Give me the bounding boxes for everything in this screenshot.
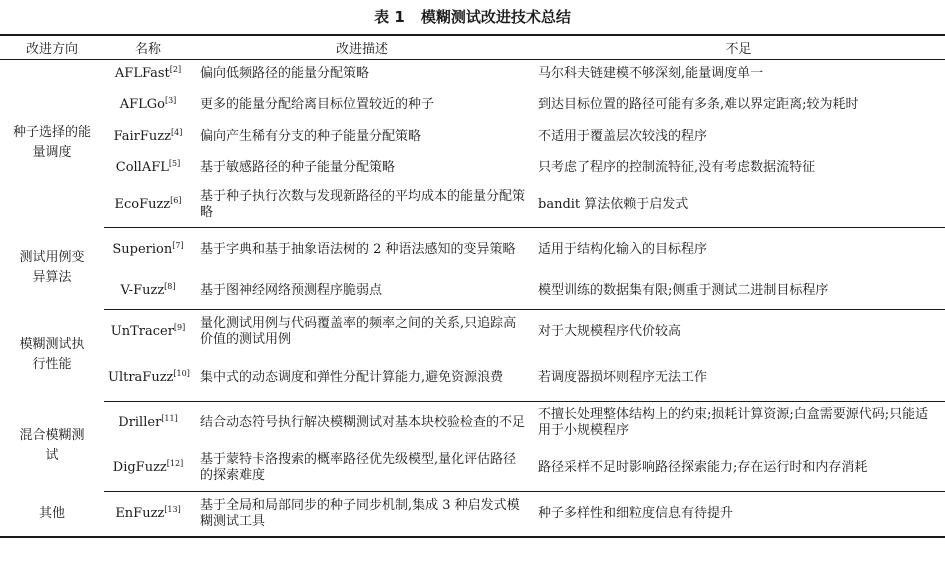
table-row — [0, 401, 945, 445]
method-name: EnFuzz[13] — [104, 491, 192, 537]
citation: [2] — [169, 65, 182, 75]
shortcoming-cell: 马尔科夫链建模不够深刻,能量调度单一 — [538, 66, 764, 82]
method-name: V-Fuzz[8] — [104, 273, 192, 309]
shortcoming-cell: 适用于结构化输入的目标程序 — [538, 242, 708, 258]
table-title: 模糊测试改进技术总结 — [420, 8, 571, 26]
citation: [11] — [161, 414, 178, 424]
table-row — [0, 121, 945, 153]
method-name: AFLGo[3] — [119, 96, 177, 112]
direction-cell: 其他 — [0, 491, 104, 537]
method-name: EcoFuzz[6] — [104, 183, 192, 227]
citation: [13] — [164, 504, 181, 514]
table-row — [0, 153, 945, 183]
citation: [5] — [168, 159, 181, 168]
table-number: 表 1 — [374, 8, 405, 26]
table-row — [0, 59, 945, 89]
header-shortcoming: 不足 — [532, 35, 945, 59]
method-name: CollAFL[5] — [115, 159, 181, 175]
shortcoming-cell: 不适用于覆盖层次较浅的程序 — [538, 129, 708, 144]
description-cell: 基于全局和局部同步的种子同步机制,集成 3 种启发式模糊测试工具 — [192, 491, 532, 537]
method-name: AFLFast[2] — [114, 65, 182, 82]
table-row — [0, 309, 945, 355]
shortcoming-cell: 若调度器损坏则程序无法工作 — [532, 355, 945, 401]
table-row — [0, 355, 945, 401]
citation: [3] — [164, 96, 177, 105]
citation: [4] — [171, 128, 183, 137]
description-cell: 基于蒙特卡洛搜索的概率路径优先级模型,量化评估路径的探索难度 — [192, 445, 532, 491]
summary-table — [0, 34, 945, 538]
table-row — [0, 183, 945, 227]
shortcoming-cell: bandit 算法依赖于启发式 — [532, 183, 945, 227]
table-caption — [0, 4, 945, 30]
direction-cell: 模糊测试执行性能 — [19, 337, 85, 372]
citation: [12] — [166, 458, 184, 468]
table-row — [0, 491, 945, 537]
description-cell: 基于种子执行次数与发现新路径的平均成本的能量分配策略 — [192, 183, 532, 227]
method-name: Superion[7] — [112, 241, 184, 258]
description-cell: 基于字典和基于抽象语法树的 2 种语法感知的变异策略 — [200, 242, 516, 258]
shortcoming-cell: 种子多样性和细粒度信息有待提升 — [532, 491, 945, 537]
header-description: 改进描述 — [192, 35, 532, 59]
description-cell: 偏向低频路径的能量分配策略 — [200, 66, 370, 82]
shortcoming-cell: 模型训练的数据集有限;侧重于测试二进制目标程序 — [532, 273, 945, 309]
header-row — [0, 35, 945, 59]
table-row — [0, 273, 945, 309]
citation: [7] — [172, 241, 184, 251]
method-name: Driller[11] — [118, 414, 178, 431]
method-name: FairFuzz[4] — [113, 128, 183, 144]
citation: [6] — [170, 195, 182, 205]
description-cell: 更多的能量分配给离目标位置较近的种子 — [200, 97, 435, 112]
description-cell: 量化测试用例与代码覆盖率的频率之间的关系,只追踪高价值的测试用例 — [200, 316, 517, 348]
shortcoming-cell: 到达目标位置的路径可能有多条,难以界定距离;较为耗时 — [538, 97, 859, 112]
citation: [10] — [173, 368, 190, 378]
method-name: UltraFuzz[10] — [104, 355, 192, 401]
description-cell: 偏向产生稀有分支的种子能量分配策略 — [200, 129, 422, 144]
shortcoming-cell: 不擅长处理整体结构上的约束;损耗计算资源;白盒需要源代码;只能适用于小规模程序 — [538, 407, 929, 439]
description-cell: 基于敏感路径的种子能量分配策略 — [200, 160, 396, 175]
header-direction: 改进方向 — [0, 35, 104, 59]
method-name: DigFuzz[12] — [104, 445, 192, 491]
table-row — [0, 227, 945, 273]
shortcoming-cell: 对于大规模程序代价较高 — [538, 324, 682, 340]
table-row — [0, 89, 945, 121]
direction-cell: 混合模糊测试 — [19, 428, 85, 463]
description-cell: 基于图神经网络预测程序脆弱点 — [192, 273, 532, 309]
shortcoming-cell: 路径采样不足时影响路径探索能力;存在运行时和内存消耗 — [532, 445, 945, 491]
shortcoming-cell: 只考虑了程序的控制流特征,没有考虑数据流特征 — [538, 160, 816, 175]
direction-cell: 测试用例变异算法 — [19, 250, 85, 285]
citation: [8] — [164, 281, 176, 291]
direction-cell: 种子选择的能量调度 — [12, 125, 91, 161]
description-cell: 集中式的动态调度和弹性分配计算能力,避免资源浪费 — [192, 355, 532, 401]
description-cell: 结合动态符号执行解决模糊测试对基本块校验检查的不足 — [200, 415, 526, 431]
method-name: UnTracer[9] — [110, 323, 186, 340]
header-name: 名称 — [104, 35, 192, 59]
table-row — [0, 445, 945, 491]
citation: [9] — [173, 323, 186, 333]
